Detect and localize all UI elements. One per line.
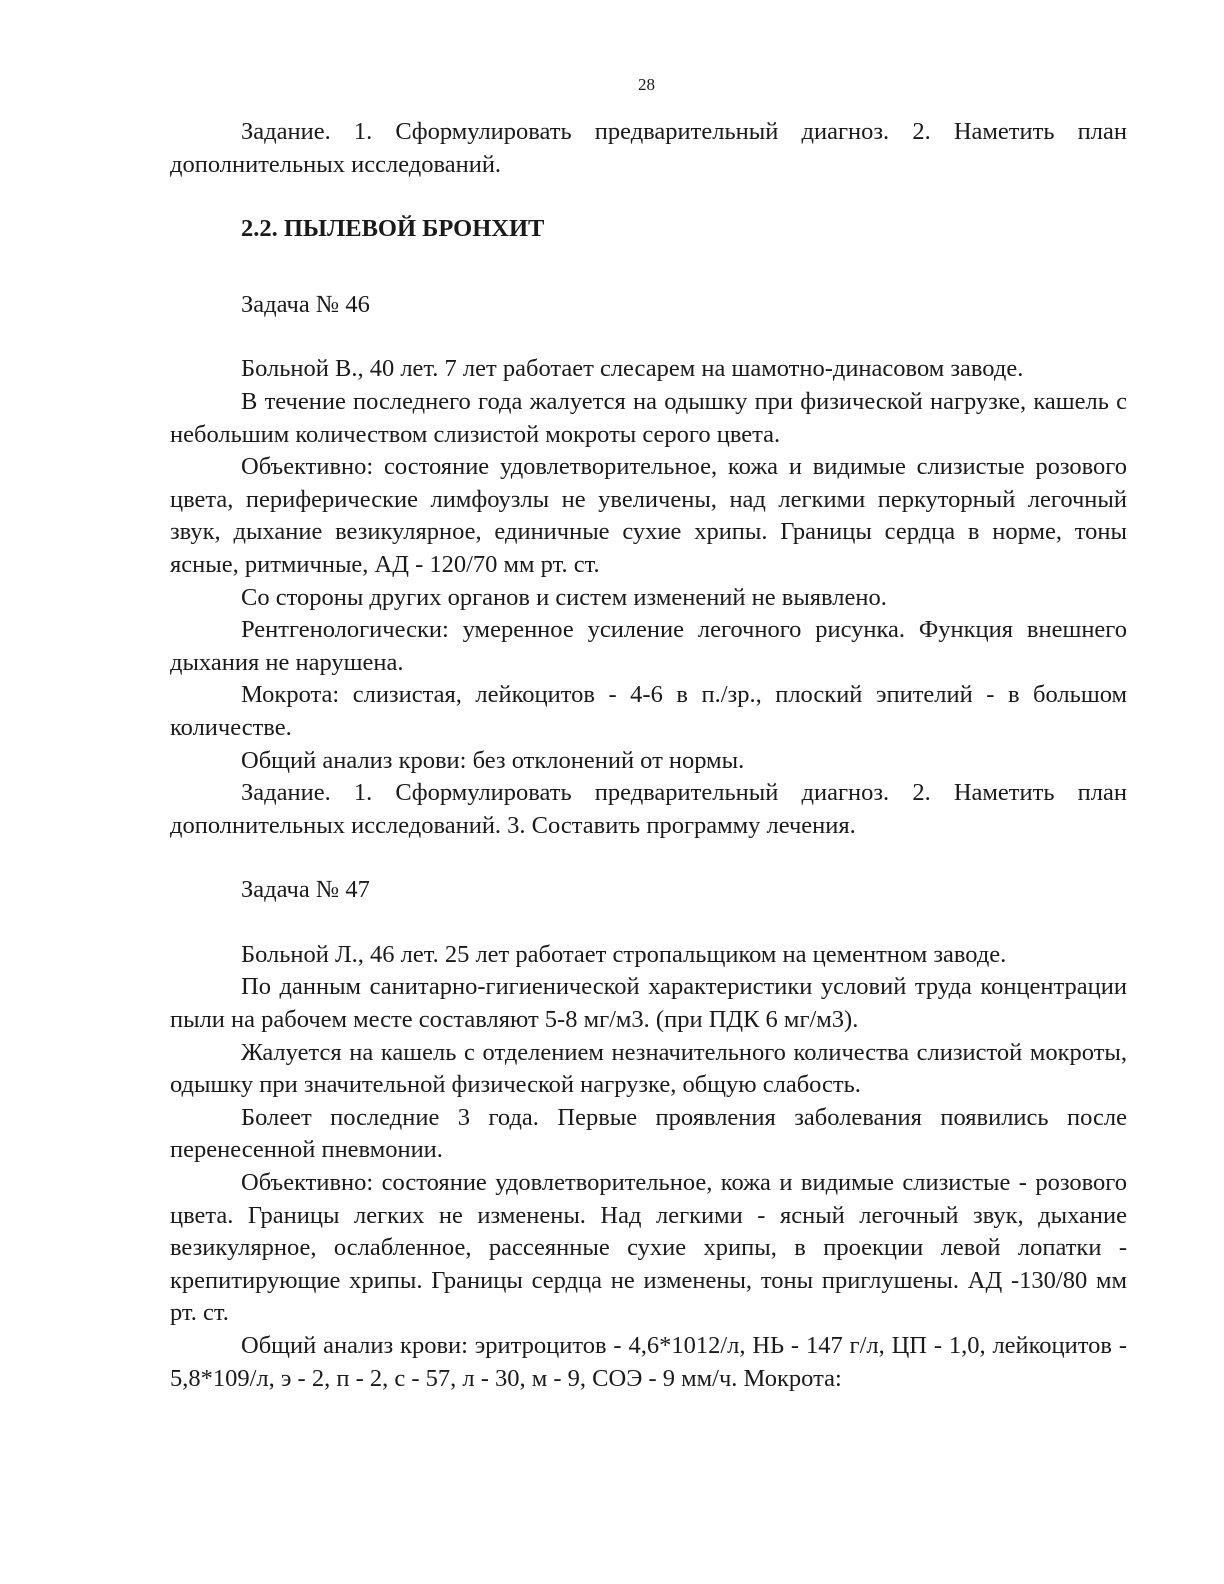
task-paragraph: Объективно: состояние удовлетворительное, кожа и видимые слизистые - розового цвета. Границы легких не изменены. Над легкими - ясный легочный звук, дыхание везикулярное, ослабленное, рассеянные сухие хрипы, в проекции левой лопатки - крепитирующие хрипы. Границы сердца не изменены, тоны приглушены. АД -130/80 мм рт. ст. [170, 1169, 1127, 1327]
task-title: Задача № 46 [241, 290, 370, 318]
task-paragraph: Болеет последние 3 года. Первые проявления заболевания появились после перенесенной пневмонии. [170, 1103, 1127, 1164]
section-title: 2.2. ПЫЛЕВОЙ БРОНХИТ [241, 215, 545, 243]
task-paragraph: Общий анализ крови: эритроцитов - 4,6*1012/л, НЬ - 147 г/л, ЦП - 1,0, лейкоцитов - 5,8*109/л, э - 2, п - 2, с - 57, л - 30, м - 9, СОЭ - 9 мм/ч. Мокрота: [170, 1332, 1127, 1392]
task-paragraph: Объективно: состояние удовлетворительное, кожа и видимые слизистые розового цвета, периферические лимфоузлы не увеличены, над легкими перкуторный легочный звук, дыхание везикулярное, единичные сухие хрипы. Границы сердца в норме, тоны ясные, ритмичные, АД - 120/70 мм рт. ст. [170, 453, 1127, 578]
intro-task-text: Задание. 1. Сформулировать предварительный диагноз. 2. Наметить план дополнительных исследований. [170, 118, 1127, 178]
task-paragraph: По данным санитарно-гигиенической характеристики условий труда концентрации пыли на рабочем месте составляют 5-8 мг/м3. (при ПДК 6 мг/м3). [170, 973, 1127, 1034]
task-paragraph: Мокрота: слизистая, лейкоцитов - 4-6 в п./зр., плоский эпителий - в большом количестве. [170, 681, 1127, 741]
task-title: Задача № 47 [241, 876, 370, 904]
task-46 [170, 289, 1127, 843]
task-paragraph: Задание. 1. Сформулировать предварительный диагноз. 2. Наметить план дополнительных исследований. 3. Составить программу лечения. [170, 779, 1127, 839]
document-page [170, 70, 1127, 1395]
task-paragraph: Общий анализ крови: без отклонений от нормы. [241, 746, 745, 774]
task-paragraph: Больной В., 40 лет. 7 лет работает слесарем на шамотно-динасовом заводе. [241, 355, 1024, 383]
task-paragraph: Рентгенологически: умеренное усиление легочного рисунка. Функция внешнего дыхания не нарушена. [170, 616, 1127, 676]
task-paragraph: В течение последнего года жалуется на одышку при физической нагрузке, кашель с небольшим количеством слизистой мокроты серого цвета. [170, 387, 1127, 448]
page-number: 28 [638, 75, 655, 94]
task-paragraph: Со стороны других органов и систем изменений не выявлено. [241, 583, 887, 611]
task-paragraph: Больной Л., 46 лет. 25 лет работает стропальщиком на цементном заводе. [241, 940, 1007, 968]
task-47 [170, 874, 1127, 1395]
task-paragraph: Жалуется на кашель с отделением незначительного количества слизистой мокроты, одышку при значительной физической нагрузке, общую слабость. [170, 1038, 1127, 1099]
